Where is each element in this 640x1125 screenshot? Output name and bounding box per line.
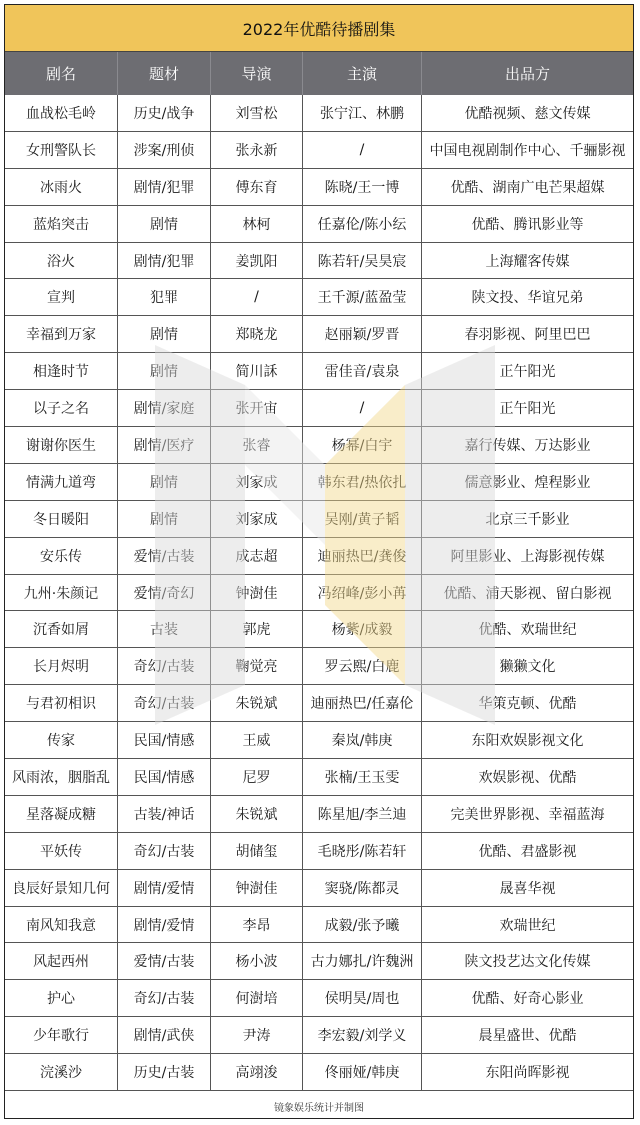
header-row [5,52,633,95]
cell-cast: 秦岚/韩庚 [303,722,422,758]
column-header-cast: 主演 [303,52,422,95]
cell-director: 简川訸 [211,353,303,389]
cell-genre: 剧情/犯罪 [118,243,211,279]
cell-producer: 陕文投、华谊兄弟 [471,290,584,307]
cell-genre: 爱情/奇幻 [118,575,211,611]
cell-genre: 剧情/武侠 [118,1017,211,1053]
cell-genre: 奇幻/古装 [118,833,211,869]
cell-producer: 东阳欢娱影视文化 [471,733,584,750]
cell-cast: 古力娜扎/许魏洲 [303,943,422,979]
cell-genre: 剧情/爱情 [118,870,211,906]
cell-producer: 晟喜华视 [499,880,556,897]
cell-director: 姜凯阳 [211,243,303,279]
table-frame [4,4,634,1119]
cell-genre: 历史/古装 [118,1054,211,1090]
cell-producer: 北京三千影业 [485,511,570,528]
cell-director: 朱锐斌 [211,685,303,721]
cell-title: 长月烬明 [5,648,118,684]
cell-cast: 韩东君/热依扎 [303,464,422,500]
cell-director: 张睿 [211,427,303,463]
cell-cast: 成毅/张予曦 [303,907,422,943]
cell-producer: 优酷、君盛影视 [478,843,577,860]
cell-title: 谢谢你医生 [5,427,118,463]
footer-credit: 镜象娱乐统计并制图 [274,1103,364,1114]
table-row [5,501,633,538]
cell-director: 郑晓龙 [211,316,303,352]
cell-cast: 陈晓/王一博 [303,169,422,205]
table-row [5,575,633,612]
cell-genre: 剧情 [118,353,211,389]
cell-genre: 爱情/古装 [118,538,211,574]
cell-title: 女刑警队长 [5,132,118,168]
table-row [5,169,633,206]
cell-director: 尼罗 [211,759,303,795]
cell-director: 成志超 [211,538,303,574]
cell-director: 张开宙 [211,390,303,426]
cell-producer: 儒意影业、煌程影业 [464,474,591,491]
cell-title: 少年歌行 [5,1017,118,1053]
cell-title: 宣判 [5,279,118,315]
table-row [5,243,633,280]
cell-director: 钟澍佳 [211,870,303,906]
cell-genre: 剧情/家庭 [118,390,211,426]
column-header-genre: 题材 [118,52,211,95]
cell-producer: 嘉行传媒、万达影业 [464,437,591,454]
table-row [5,427,633,464]
cell-producer: 晨星盛世、优酷 [478,1028,577,1045]
table-row [5,870,633,907]
cell-cast: 李宏毅/刘学义 [303,1017,422,1053]
cell-cast: 张楠/王玉雯 [303,759,422,795]
cell-cast: 杨幂/白宇 [303,427,422,463]
table-row [5,611,633,648]
cell-genre: 剧情 [118,464,211,500]
cell-genre: 剧情/犯罪 [118,169,211,205]
table-row [5,206,633,243]
cell-title: 星落凝成糖 [5,796,118,832]
cell-director: 刘雪松 [211,95,303,131]
cell-director: 张永新 [211,132,303,168]
cell-producer: 正午阳光 [499,401,556,418]
cell-title: 风雨浓，胭脂乱 [5,759,118,795]
cell-director: 王威 [211,722,303,758]
cell-title: 情满九道弯 [5,464,118,500]
cell-director: 钟澍佳 [211,575,303,611]
cell-genre: 剧情 [118,501,211,537]
table-row [5,796,633,833]
cell-producer: 优酷、腾讯影业等 [471,216,584,233]
cell-title: 浣溪沙 [5,1054,118,1090]
table-row [5,132,633,169]
cell-title: 传家 [5,722,118,758]
table-row [5,95,633,132]
cell-cast: 毛晓彤/陈若轩 [303,833,422,869]
cell-genre: 奇幻/古装 [118,648,211,684]
cell-genre: 剧情 [118,316,211,352]
cell-genre: 剧情/爱情 [118,907,211,943]
cell-producer: 中国电视剧制作中心、千骊影视 [429,142,626,159]
table-row [5,907,633,944]
cell-genre: 爱情/古装 [118,943,211,979]
cell-title: 安乐传 [5,538,118,574]
cell-genre: 民国/情感 [118,759,211,795]
cell-director: 刘家成 [211,501,303,537]
column-header-title: 剧名 [5,52,118,95]
cell-cast: 杨紫/成毅 [303,611,422,647]
cell-producer: 东阳尚晖影视 [485,1065,570,1082]
cell-producer: 完美世界影视、幸福蓝海 [450,806,605,823]
cell-cast: 陈若轩/吴昊宸 [303,243,422,279]
cell-producer: 正午阳光 [499,364,556,381]
cell-cast: 张宁江、林鹏 [303,95,422,131]
cell-genre: 剧情/医疗 [118,427,211,463]
cell-genre: 涉案/刑侦 [118,132,211,168]
cell-director: 胡储玺 [211,833,303,869]
cell-director: 杨小波 [211,943,303,979]
cell-title: 护心 [5,980,118,1016]
cell-title: 风起西州 [5,943,118,979]
table-row [5,390,633,427]
cell-producer: 华策克顿、优酷 [478,696,577,713]
cell-title: 浴火 [5,243,118,279]
cell-cast: 迪丽热巴/龚俊 [303,538,422,574]
cell-producer: 獭獭文化 [499,659,556,676]
cell-cast: 侯明昊/周也 [303,980,422,1016]
cell-title: 相逢时节 [5,353,118,389]
cell-producer: 春羽影视、阿里巴巴 [464,327,591,344]
cell-producer: 上海耀客传媒 [485,253,570,270]
cell-producer: 优酷、湖南广电芒果超媒 [450,179,605,196]
cell-cast: 罗云熙/白鹿 [303,648,422,684]
cell-title: 九州·朱颜记 [5,575,118,611]
cell-director: 林柯 [211,206,303,242]
table-body [5,95,633,1095]
cell-director: / [211,279,303,315]
table-row [5,759,633,796]
table-row [5,722,633,759]
cell-cast: / [303,390,422,426]
cell-cast: / [303,132,422,168]
cell-cast: 迪丽热巴/任嘉伦 [303,685,422,721]
cell-title: 冰雨火 [5,169,118,205]
table-row [5,685,633,722]
cell-cast: 佟丽娅/韩庚 [303,1054,422,1090]
cell-cast: 冯绍峰/彭小苒 [303,575,422,611]
cell-producer: 欢娱影视、优酷 [478,769,577,786]
cell-genre: 历史/战争 [118,95,211,131]
cell-director: 郭虎 [211,611,303,647]
cell-producer: 欢瑞世纪 [499,917,556,934]
column-header-producer: 出品方 [504,65,550,83]
table-row [5,464,633,501]
cell-cast: 任嘉伦/陈小纭 [303,206,422,242]
cell-cast: 王千源/蓝盈莹 [303,279,422,315]
table-row [5,833,633,870]
cell-cast: 赵丽颖/罗晋 [303,316,422,352]
cell-director: 何澍培 [211,980,303,1016]
cell-director: 傅东育 [211,169,303,205]
cell-title: 冬日暖阳 [5,501,118,537]
cell-title: 良辰好景知几何 [5,870,118,906]
cell-genre: 古装 [118,611,211,647]
cell-producer: 优酷、浦天影视、留白影视 [443,585,612,602]
table-row [5,316,633,353]
table-row [5,943,633,980]
table-title: 2022年优酷待播剧集 [5,5,633,52]
cell-director: 李昂 [211,907,303,943]
cell-producer: 陕文投艺达文化传媒 [464,954,591,971]
cell-producer: 优酷视频、慈文传媒 [464,105,591,122]
column-header-director: 导演 [211,52,303,95]
table-row [5,648,633,685]
cell-cast: 雷佳音/袁泉 [303,353,422,389]
cell-director: 鞠觉亮 [211,648,303,684]
cell-genre: 犯罪 [118,279,211,315]
cell-title: 血战松毛岭 [5,95,118,131]
cell-producer: 优酷、好奇心影业 [471,991,584,1008]
table-row [5,1017,633,1054]
cell-cast: 窦骁/陈都灵 [303,870,422,906]
cell-title: 蓝焰突击 [5,206,118,242]
cell-director: 高翊浚 [211,1054,303,1090]
cell-director: 朱锐斌 [211,796,303,832]
cell-title: 南风知我意 [5,907,118,943]
cell-genre: 古装/神话 [118,796,211,832]
table-row [5,1054,633,1091]
cell-genre: 奇幻/古装 [118,685,211,721]
cell-producer: 优酷、欢瑞世纪 [478,622,577,639]
cell-cast: 吴刚/黄子韬 [303,501,422,537]
cell-title: 与君初相识 [5,685,118,721]
cell-title: 幸福到万家 [5,316,118,352]
cell-director: 刘家成 [211,464,303,500]
cell-director: 尹涛 [211,1017,303,1053]
cell-title: 以子之名 [5,390,118,426]
table-row [5,538,633,575]
cell-title: 平妖传 [5,833,118,869]
table-row [5,980,633,1017]
cell-genre: 民国/情感 [118,722,211,758]
cell-genre: 剧情 [118,206,211,242]
table-row [5,353,633,390]
cell-producer: 阿里影业、上海影视传媒 [450,548,605,565]
cell-cast: 陈星旭/李兰迪 [303,796,422,832]
cell-genre: 奇幻/古装 [118,980,211,1016]
table-row [5,279,633,316]
cell-title: 沉香如屑 [5,611,118,647]
